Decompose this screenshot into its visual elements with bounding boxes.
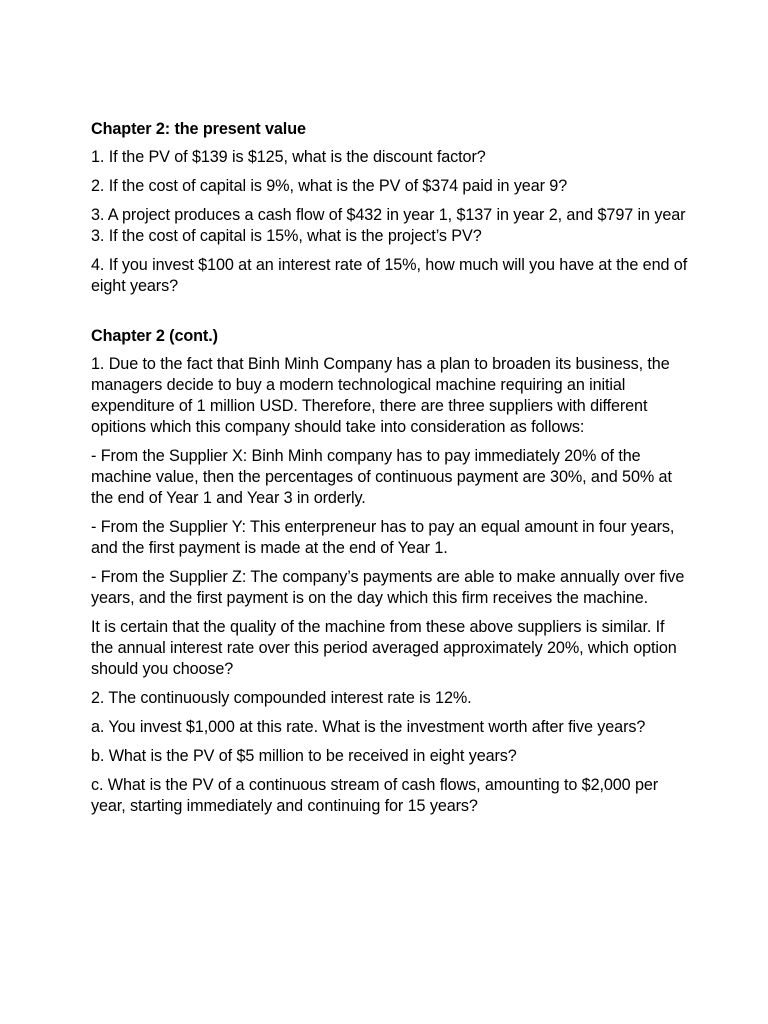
section1-heading: Chapter 2: the present value xyxy=(91,120,306,138)
problem-2b: b. What is the PV of $5 million to be received in eight years? xyxy=(91,747,517,765)
problem-2c: c. What is the PV of a continuous stream of cash flows, amounting to $2,000 per year, starting immediately and continuing for 15 years? xyxy=(91,776,659,815)
section2-heading: Chapter 2 (cont.) xyxy=(91,327,218,345)
document-page xyxy=(91,119,691,825)
supplier-y: - From the Supplier Y: This enterpreneur has to pay an equal amount in four years, and the first payment is made at the end of Year 1. xyxy=(91,518,675,557)
problem-1-question: It is certain that the quality of the machine from these above suppliers is similar. If the annual interest rate over this period averaged approximately 20%, which option should you choose? xyxy=(91,618,677,678)
question-3: 3. A project produces a cash flow of $432 in year 1, $137 in year 2, and $797 in year 3. If the cost of capital is 15%, what is the project’s PV? xyxy=(91,206,686,245)
supplier-z: - From the Supplier Z: The company’s payments are able to make annually over five years, and the first payment is on the day which this firm receives the machine. xyxy=(91,568,685,607)
question-1: 1. If the PV of $139 is $125, what is the discount factor? xyxy=(91,148,486,166)
supplier-x: - From the Supplier X: Binh Minh company has to pay immediately 20% of the machine value, then the percentages of continuous payment are 30%, and 50% at the end of Year 1 and Year 3 in orderly. xyxy=(91,447,672,507)
problem-2a: a. You invest $1,000 at this rate. What is the investment worth after five years? xyxy=(91,718,646,736)
problem-2-intro: 2. The continuously compounded interest rate is 12%. xyxy=(91,689,472,707)
problem-1-intro: 1. Due to the fact that Binh Minh Company has a plan to broaden its business, the managers decide to buy a modern technological machine requiring an initial expenditure of 1 million USD. Therefore, there are three suppliers with different opitions which this company should take into consideration as follows: xyxy=(91,355,670,436)
question-4: 4. If you invest $100 at an interest rate of 15%, how much will you have at the end of eight years? xyxy=(91,256,688,295)
question-2: 2. If the cost of capital is 9%, what is the PV of $374 paid in year 9? xyxy=(91,177,568,195)
